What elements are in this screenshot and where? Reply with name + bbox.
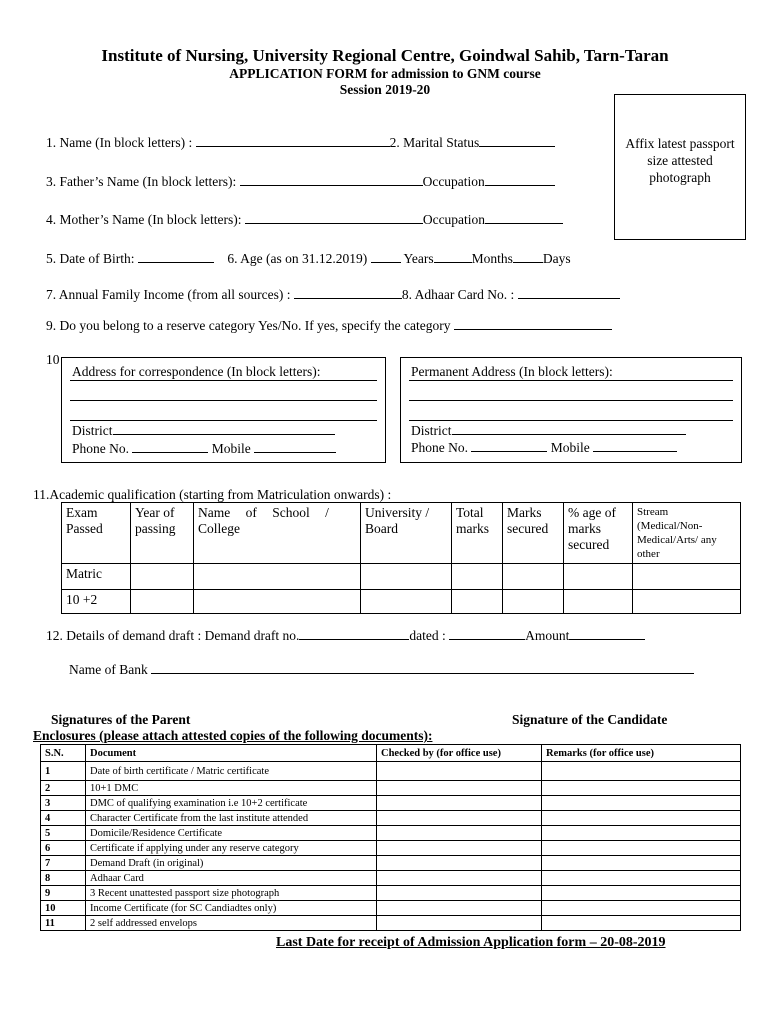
col-checked-by: Checked by (for office use) xyxy=(377,745,542,762)
academic-heading: 11.Academic qualification (starting from Matriculation onwards) : xyxy=(33,487,392,502)
form-subtitle: APPLICATION FORM for admission to GNM course xyxy=(229,66,541,81)
draft-dated-label: dated : xyxy=(409,628,446,643)
row-exam-matric: Matric xyxy=(62,564,131,590)
table-row: 1 Date of birth certificate / Matric certificate xyxy=(41,762,741,781)
bank-name-label: Name of Bank xyxy=(69,662,148,677)
demand-draft-number-blank[interactable] xyxy=(299,627,409,640)
mother-name-field[interactable] xyxy=(46,211,563,228)
mother-occupation-label: Occupation xyxy=(422,212,486,227)
photo-box-text: Affix latest passport size attested photograph xyxy=(625,136,735,185)
last-date-notice: Last Date for receipt of Admission Application form – 20-08-2019 xyxy=(276,935,666,950)
father-name-blank[interactable] xyxy=(240,173,423,186)
name-field[interactable] xyxy=(46,134,555,151)
table-row[interactable] xyxy=(62,590,741,614)
table-row: 2 10+1 DMC xyxy=(41,781,741,796)
permanent-district[interactable]: District xyxy=(411,422,686,439)
enclosures-table xyxy=(40,744,741,931)
father-name-label: 3. Father’s Name (In block letters): xyxy=(46,174,237,189)
correspondence-address-box[interactable] xyxy=(61,357,386,463)
session-label: Session 2019-20 xyxy=(339,82,431,97)
bank-name-field[interactable] xyxy=(69,661,694,678)
form-title: Institute of Nursing, University Regional Centre, Goindwal Sahib, Tarn-Taran xyxy=(101,46,669,65)
table-row: 5 Domicile/Residence Certificate xyxy=(41,826,741,841)
table-row: 6 Certificate if applying under any reserve category xyxy=(41,841,741,856)
col-year-of-passing: Year of passing xyxy=(131,503,194,564)
enclosures-header-row xyxy=(41,745,741,762)
marital-status-blank[interactable] xyxy=(479,134,555,147)
correspondence-district[interactable]: District xyxy=(72,422,335,439)
days-label: Days xyxy=(542,251,571,266)
col-school-college: Name of School / College xyxy=(194,503,361,564)
dob-age-field[interactable] xyxy=(46,250,571,267)
reserve-category-field[interactable] xyxy=(46,317,612,334)
col-stream: Stream (Medical/Non-Medical/Arts/ any other xyxy=(633,503,741,564)
income-label: 7. Annual Family Income (from all sources) : xyxy=(46,287,291,302)
years-label: Years xyxy=(403,251,434,266)
father-occupation-blank[interactable] xyxy=(485,173,555,186)
col-remarks: Remarks (for office use) xyxy=(542,745,741,762)
income-adhaar-field[interactable] xyxy=(46,286,620,303)
row-exam-10-2: 10 +2 xyxy=(62,590,131,614)
table-row: 9 3 Recent unattested passport size photograph xyxy=(41,886,741,901)
adhaar-label: 8. Adhaar Card No. : xyxy=(401,287,515,302)
months-label: Months xyxy=(471,251,513,266)
demand-draft-field[interactable] xyxy=(46,627,645,644)
name-blank[interactable] xyxy=(196,134,390,147)
col-sn: S.N. xyxy=(41,745,86,762)
permanent-address-box[interactable] xyxy=(400,357,742,463)
table-row: 8 Adhaar Card xyxy=(41,871,741,886)
enclosures-heading: Enclosures (please attach attested copies of the following documents): xyxy=(33,728,433,743)
correspondence-address-heading: Address for correspondence (In block letters): xyxy=(72,364,321,379)
academic-table xyxy=(61,502,741,614)
col-exam-passed: Exam Passed xyxy=(62,503,131,564)
name-label: 1. Name (In block letters) : xyxy=(46,135,193,150)
bank-name-blank[interactable] xyxy=(151,661,694,674)
age-years-blank[interactable] xyxy=(371,250,401,263)
photo-box xyxy=(614,94,746,240)
reserve-category-blank[interactable] xyxy=(454,317,612,330)
dob-label: 5. Date of Birth: xyxy=(46,251,135,266)
age-months-blank[interactable] xyxy=(434,250,472,263)
col-document: Document xyxy=(86,745,377,762)
correspondence-phone[interactable]: Phone No. Mobile xyxy=(72,440,336,457)
table-row[interactable] xyxy=(62,564,741,590)
col-percentage: % age of marks secured xyxy=(564,503,633,564)
table-row: 7 Demand Draft (in original) xyxy=(41,856,741,871)
reserve-category-label: 9. Do you belong to a reserve category Yes/No. If yes, specify the category xyxy=(46,318,451,333)
draft-amount-label: Amount xyxy=(525,628,570,643)
col-marks-secured: Marks secured xyxy=(503,503,564,564)
permanent-address-heading: Permanent Address (In block letters): xyxy=(411,364,613,379)
table-row: 4 Character Certificate from the last institute attended xyxy=(41,811,741,826)
parent-signature-label: Signatures of the Parent xyxy=(51,712,191,727)
mother-name-blank[interactable] xyxy=(245,211,423,224)
draft-amount-blank[interactable] xyxy=(569,627,645,640)
income-blank[interactable] xyxy=(294,286,402,299)
adhaar-blank[interactable] xyxy=(518,286,620,299)
dob-blank[interactable] xyxy=(138,250,214,263)
table-row: 3 DMC of qualifying examination i.e 10+2 certificate xyxy=(41,796,741,811)
candidate-signature-label: Signature of the Candidate xyxy=(512,712,668,727)
mother-name-label: 4. Mother’s Name (In block letters): xyxy=(46,212,242,227)
age-days-blank[interactable] xyxy=(513,250,543,263)
col-university-board: University / Board xyxy=(361,503,452,564)
permanent-phone[interactable]: Phone No. Mobile xyxy=(411,439,677,456)
draft-date-blank[interactable] xyxy=(449,627,525,640)
father-name-field[interactable] xyxy=(46,173,555,190)
table-row: 11 2 self addressed envelops xyxy=(41,916,741,931)
father-occupation-label: Occupation xyxy=(422,174,485,189)
col-total-marks: Total marks xyxy=(452,503,503,564)
age-label: 6. Age (as on 31.12.2019) xyxy=(227,251,368,266)
marital-status-label: 2. Marital Status xyxy=(389,135,480,150)
mother-occupation-blank[interactable] xyxy=(485,211,563,224)
table-row: 10 Income Certificate (for SC Candiadtes only) xyxy=(41,901,741,916)
demand-draft-label: 12. Details of demand draft : Demand draft no. xyxy=(46,628,300,643)
address-number: 10 xyxy=(46,352,60,367)
academic-header-row xyxy=(62,503,741,564)
